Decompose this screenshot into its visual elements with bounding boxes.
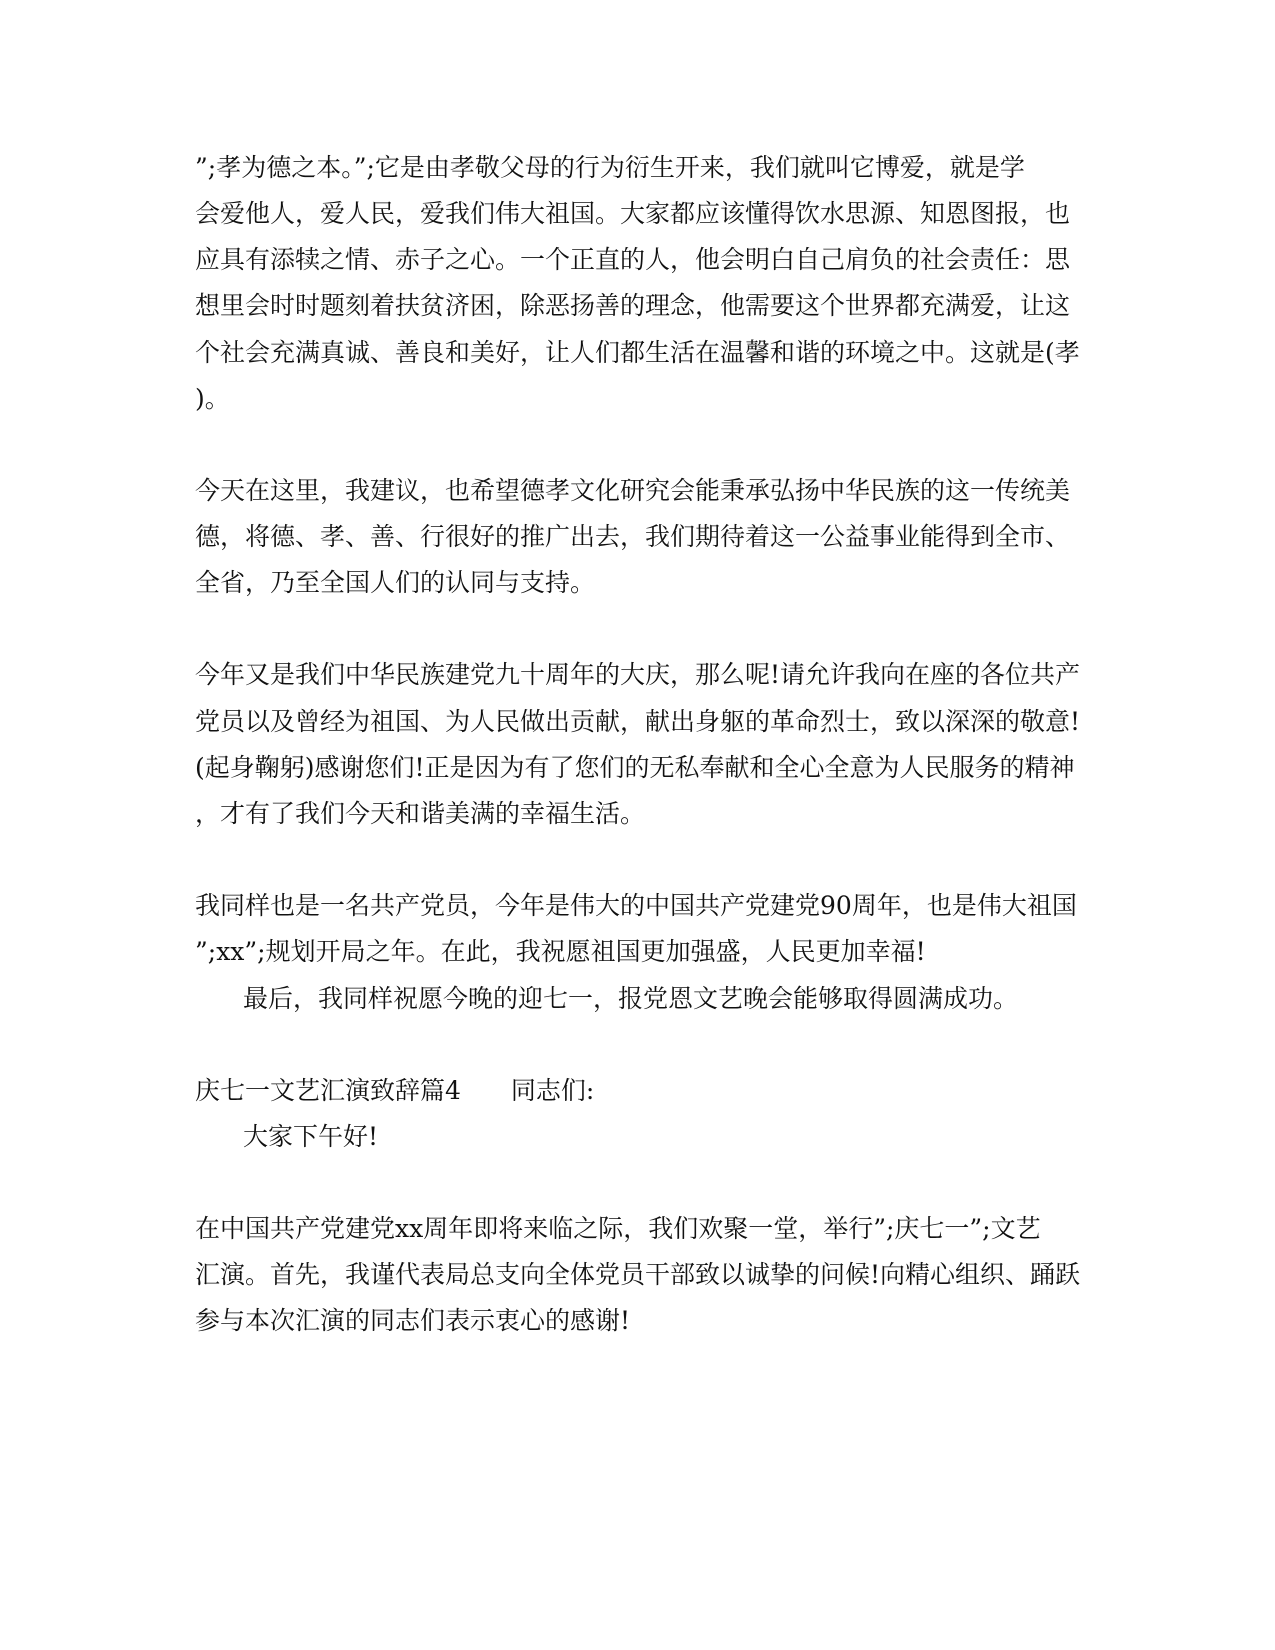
text-line: 全省，乃至全国人们的认同与支持。	[195, 568, 596, 597]
text-line: ”;xx”;规划开局之年。在此，我祝愿祖国更加强盛，人民更加幸福!	[195, 937, 926, 966]
text-line: 我同样也是一名共产党员，今年是伟大的中国共产党建党90周年，也是伟大祖国	[195, 891, 1077, 920]
text-line: )。	[195, 384, 230, 413]
text-line: 今年又是我们中华民族建党九十周年的大庆，那么呢!请允许我向在座的各位共产	[195, 660, 1081, 689]
text-line: (起身鞠躬)感谢您们!正是因为有了您们的无私奉献和全心全意为人民服务的精神	[195, 753, 1075, 782]
text-line: 应具有添犊之情、赤子之心。一个正直的人，他会明白自己肩负的社会责任：思	[195, 245, 1071, 274]
text-line: ，才有了我们今天和谐美满的幸福生活。	[195, 799, 646, 828]
section-heading: 庆七一文艺汇演致辞篇4 同志们:	[195, 1076, 595, 1105]
text-line: 在中国共产党建党xx周年即将来临之际，我们欢聚一堂，举行”;庆七一”;文艺	[195, 1214, 1041, 1243]
text-line: 大家下午好!	[243, 1122, 379, 1151]
text-line: 今天在这里，我建议，也希望德孝文化研究会能秉承弘扬中华民族的这一传统美	[195, 476, 1071, 505]
text-line: 个社会充满真诚、善良和美好，让人们都生活在温馨和谐的环境之中。这就是(孝	[195, 338, 1080, 367]
text-line: 最后，我同样祝愿今晚的迎七一，报党恩文艺晚会能够取得圆满成功。	[243, 984, 1019, 1013]
text-line: 参与本次汇演的同志们表示衷心的感谢!	[195, 1306, 631, 1335]
text-line: ”;孝为德之本。”;它是由孝敬父母的行为衍生开来，我们就叫它博爱，就是学	[195, 153, 1025, 182]
text-line: 会爱他人，爱人民，爱我们伟大祖国。大家都应该懂得饮水思源、知恩图报，也	[195, 199, 1071, 228]
text-line: 党员以及曾经为祖国、为人民做出贡献，献出身躯的革命烈士，致以深深的敬意!	[195, 707, 1081, 736]
text-line: 德，将德、孝、善、行很好的推广出去，我们期待着这一公益事业能得到全市、	[195, 522, 1071, 551]
text-line: 汇演。首先，我谨代表局总支向全体党员干部致以诚挚的问候!向精心组织、踊跃	[195, 1260, 1081, 1289]
text-line: 想里会时时题刻着扶贫济困，除恶扬善的理念，他需要这个世界都充满爱，让这	[195, 291, 1071, 320]
